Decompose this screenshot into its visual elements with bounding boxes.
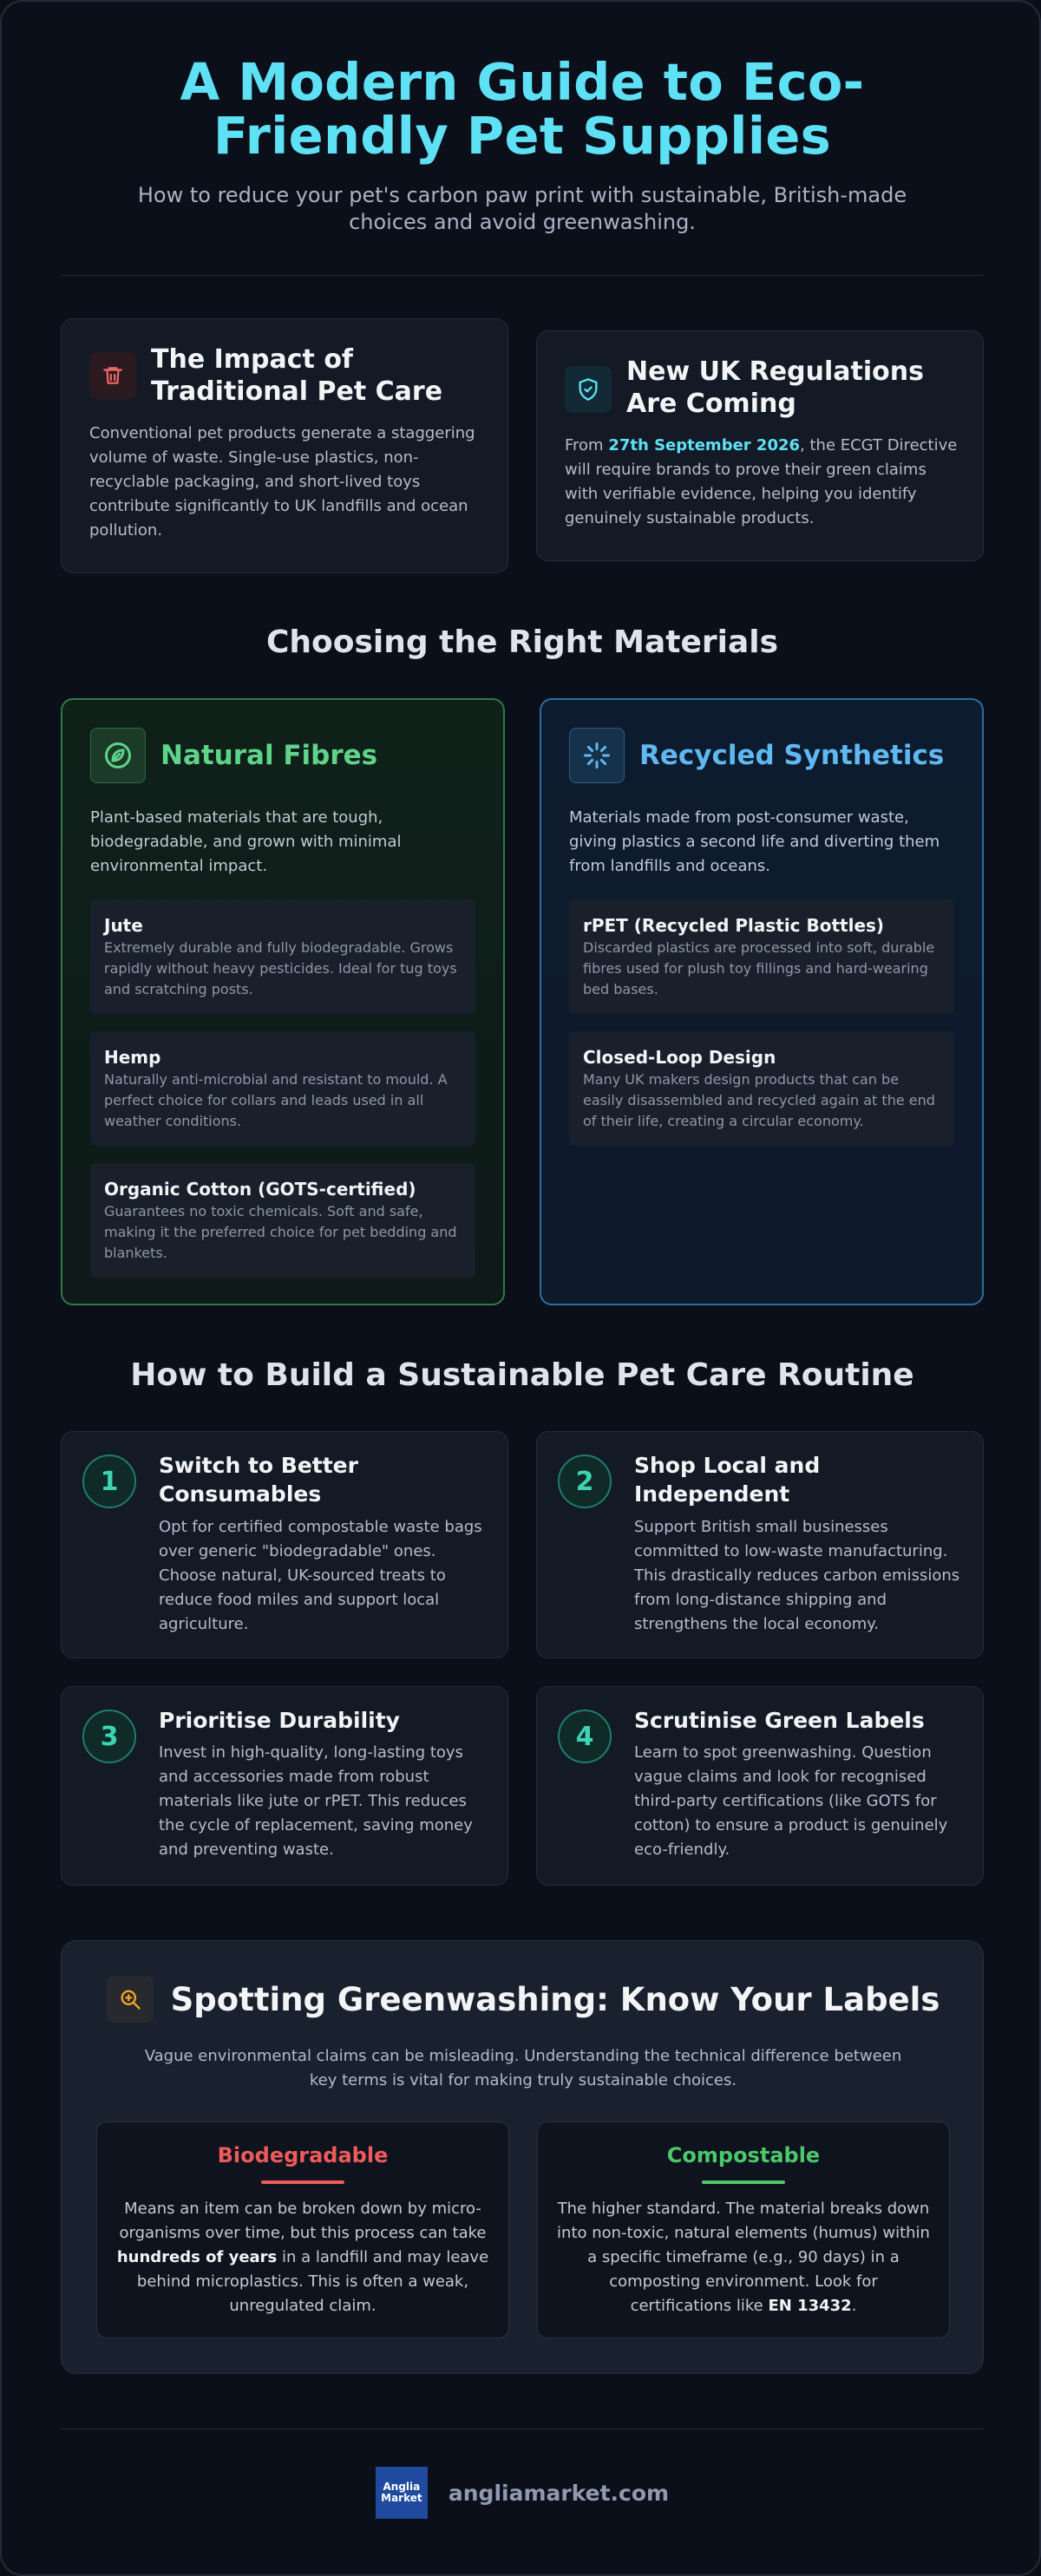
step-title: Prioritise Durability <box>159 1708 400 1733</box>
natural-fibres-panel <box>61 698 505 1305</box>
greenwashing-intro: Vague environmental claims can be misleading. Understanding the technical difference between key terms is vital for making truly sustainable choices. <box>144 2047 902 2089</box>
footer <box>2 2467 1041 2519</box>
material-item <box>569 1031 954 1146</box>
natural-fibres-title: Natural Fibres <box>160 740 378 771</box>
term-card-compostable <box>537 2122 950 2338</box>
term-desc-part: in a landfill and may leave behind microplastics. This is often a weak, unregulated claim. <box>136 2248 489 2315</box>
leaf-circle-icon <box>90 728 146 783</box>
term-desc-bold: EN 13432 <box>768 2297 852 2315</box>
regulations-card-text <box>565 434 960 531</box>
shield-icon <box>565 366 612 413</box>
regulations-card-title: New UK Regulations Are Coming <box>626 356 924 419</box>
term-underline <box>261 2180 344 2184</box>
step-title: Shop Local and Independent <box>634 1453 821 1507</box>
materials-section-title: Choosing the Right Materials <box>265 624 779 660</box>
step-card <box>536 1431 984 1658</box>
recycle-spark-icon <box>569 728 625 783</box>
material-item <box>569 899 954 1014</box>
impact-card-title: The Impact of Traditional Pet Care <box>151 344 443 407</box>
regulations-card <box>536 330 984 561</box>
natural-fibres-intro: Plant-based materials that are tough, biodegradable, and grown with minimal environmental impact. <box>90 808 402 875</box>
recycled-synthetics-intro: Materials made from post-consumer waste, giving plastics a second life and diverting them from landfills and oceans. <box>569 808 940 875</box>
brand-logo[interactable]: Anglia Market <box>376 2467 428 2519</box>
step-number: 2 <box>558 1455 612 1508</box>
recycled-synthetics-panel <box>540 698 984 1305</box>
regulations-text-suffix: , the ECGT Directive will require brands to prove their green claims with verifiable evidence, helping you identify genuinely sustainable products. <box>565 436 958 527</box>
impact-card <box>61 318 508 573</box>
page-title: A Modern Guide to Eco-Friendly Pet Supplies <box>180 52 865 166</box>
term-desc-part: . <box>851 2297 857 2315</box>
step-number: 4 <box>558 1710 612 1763</box>
step-title: Switch to Better Consumables <box>159 1453 358 1507</box>
footer-domain-link[interactable]: angliamarket.com <box>448 2480 670 2506</box>
term-desc-part: Means an item can be broken down by micro-organisms over time, but this process can take <box>119 2200 487 2242</box>
trash-icon <box>89 352 136 399</box>
term-desc <box>557 2197 930 2318</box>
material-name: Hemp <box>104 1047 161 1068</box>
term-underline <box>702 2180 785 2184</box>
material-name: Closed-Loop Design <box>583 1047 776 1068</box>
page-subtitle: How to reduce your pet's carbon paw print with sustainable, British-made choices and avoid greenwashing. <box>137 183 907 234</box>
step-desc: Opt for certified compostable waste bags over generic "biodegradable" ones. Choose natural, UK-sourced treats to reduce food miles and support local agriculture. <box>159 1518 482 1633</box>
material-item <box>90 1031 475 1146</box>
regulations-date: 27th September 2026 <box>608 436 801 454</box>
step-desc: Invest in high-quality, long-lasting toys and accessories made from robust materials like jute or rPET. This reduces the cycle of replacement, saving money and preventing waste. <box>159 1743 473 1859</box>
step-desc: Learn to spot greenwashing. Question vague claims and look for recognised third-party certifications (like GOTS for cotton) to ensure a product is genuinely eco-friendly. <box>634 1743 948 1859</box>
step-desc: Support British small businesses committed to low-waste manufacturing. This drastically reduces carbon emissions from long-distance shipping and strengthens the local economy. <box>634 1518 960 1633</box>
step-title: Scrutinise Green Labels <box>634 1708 925 1733</box>
material-desc: Naturally anti-microbial and resistant to mould. A perfect choice for collars and leads used in all weather conditions. <box>104 1071 448 1129</box>
term-title: Compostable <box>666 2143 821 2167</box>
material-name: rPET (Recycled Plastic Bottles) <box>583 915 885 936</box>
routine-section-title: How to Build a Sustainable Pet Care Routine <box>130 1357 914 1393</box>
term-desc <box>116 2197 489 2318</box>
step-card <box>61 1431 508 1658</box>
material-name: Jute <box>104 915 143 936</box>
header <box>2 52 1041 236</box>
material-desc: Discarded plastics are processed into soft, durable fibres used for plush toy fillings and hard-wearing bed bases. <box>583 939 935 997</box>
step-card <box>536 1686 984 1886</box>
impact-card-text: Conventional pet products generate a staggering volume of waste. Single-use plastics, non-recyclable packaging, and short-lived toys contribute significantly to UK landfills and ocean pollution. <box>89 424 475 539</box>
greenwashing-section <box>61 1940 984 2374</box>
material-desc: Guarantees no toxic chemicals. Soft and safe, making it the preferred choice for pet bedding and blankets. <box>104 1203 457 1261</box>
regulations-text-prefix: From <box>565 436 609 454</box>
term-title: Biodegradable <box>217 2143 389 2167</box>
step-card <box>61 1686 508 1886</box>
greenwashing-header <box>62 1976 985 2023</box>
material-name: Organic Cotton (GOTS-certified) <box>104 1179 416 1200</box>
term-card-biodegradable <box>96 2122 509 2338</box>
term-desc-bold: hundreds of years <box>116 2248 278 2266</box>
recycled-synthetics-title: Recycled Synthetics <box>639 740 945 771</box>
step-number: 3 <box>82 1710 136 1763</box>
material-item <box>90 899 475 1014</box>
step-number: 1 <box>82 1455 136 1508</box>
material-item <box>90 1163 475 1278</box>
divider <box>61 275 984 276</box>
material-desc: Many UK makers design products that can be easily disassembled and recycled again at the end of their life, creating a circular economy. <box>583 1071 935 1129</box>
term-desc-part: The higher standard. The material breaks down into non-toxic, natural elements (humus) within a specific timeframe (e.g., 90 days) in a composting environment. Look for certifications like <box>557 2200 930 2315</box>
greenwashing-title: Spotting Greenwashing: Know Your Labels <box>170 1980 940 2018</box>
material-desc: Extremely durable and fully biodegradable. Grows rapidly without heavy pesticides. Ideal for tug toys and scratching posts. <box>104 939 457 997</box>
magnify-plus-icon <box>107 1976 154 2023</box>
